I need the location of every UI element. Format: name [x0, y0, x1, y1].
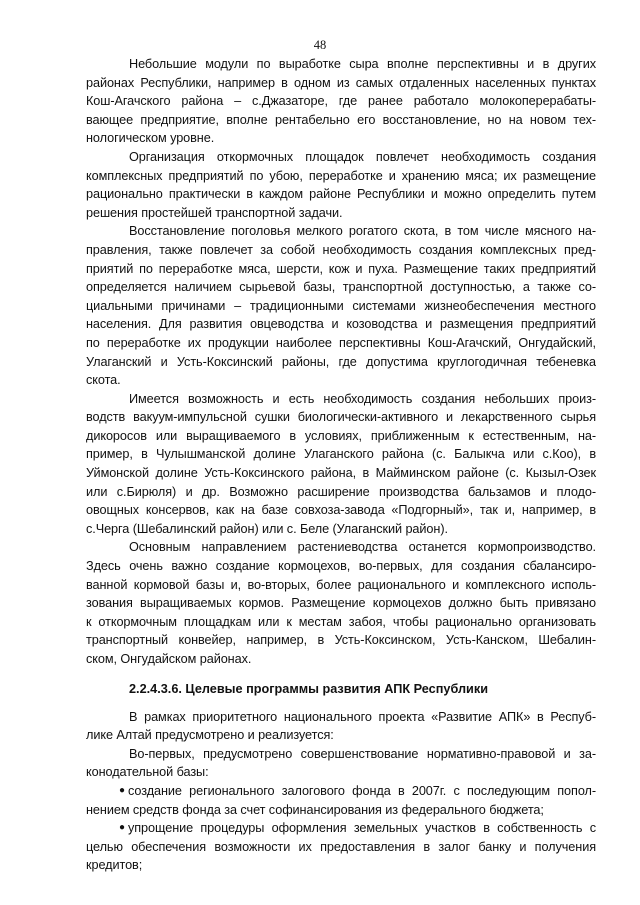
text-line: В рамках приоритетного национального проекта «Развитие АПК» в Респуб-	[129, 709, 596, 724]
text-line: приятий по переработке мяса, шерсти, кож и пуха. Размещение таких предприятий	[86, 261, 596, 276]
spacer	[86, 699, 596, 708]
text-line: Здесь очень важно создание кормоцехов, во-первых, для создания сбалансиро-	[86, 559, 596, 574]
text-line: ском, Онгудайском районах.	[86, 652, 252, 666]
text-line: вающее предприятие, вполне рентабельно его восстановление, но на новом тех-	[86, 112, 596, 127]
text-line: определяется наличием сырьевой базы, транспортной доступностью, а также со-	[86, 280, 596, 295]
text-line: зования выращиваемых кормов. Размещение кормоцехов должно быть привязано	[86, 596, 596, 611]
text-line: с.Черга (Шебалинский район) или с. Беле (Улаганский район).	[86, 521, 448, 536]
text-line: или с.Бирюля) и др. Возможно расширение производства бальзамов и плодо-	[86, 484, 596, 499]
text-line: рационально практически в каждом районе Республики и можно определить путем	[86, 187, 596, 202]
bullet-icon: ●	[119, 784, 125, 796]
text-line: Небольшие модули по выработке сыра вполне перспективны и в других	[129, 57, 596, 71]
text-line: Имеется возможность и есть необходимость создания небольших произ-	[129, 391, 596, 406]
text-line: к откормочным площадкам или к местам забоя, чтобы рационально организовать	[86, 614, 596, 629]
text-line: лике Алтай предусмотрено и реализуется:	[86, 728, 334, 743]
text-line: населения. Для развития овцеводства и козоводства и размещения предприятий	[86, 317, 596, 332]
text-line: Улаганский и Усть-Коксинский районы, где допустима круглогодичная тебеневка	[86, 354, 596, 369]
bullet-item	[86, 819, 596, 838]
text-line: нологическом уровне.	[86, 131, 215, 146]
text-line: Организация откормочных площадок повлечет необходимость создания	[129, 149, 596, 164]
bullet-text: создание регионального залогового фонда в 2007г. с последующим попол-	[128, 783, 596, 798]
text-line: пример, в Чулышманской долине Улаганского района (с. Балыкча или с.Коо), в	[86, 447, 596, 462]
page-number: 48	[313, 38, 327, 52]
text-line: целью обеспечения возможности их предоставления в залог банку и получения	[86, 839, 596, 854]
text-line: комплексных предприятий по убою, переработке и хранению мяса; их размещение	[86, 168, 596, 183]
text-line: кредитов;	[86, 858, 143, 873]
text-line: Во-первых, предусмотрено совершенствование нормативно-правовой и за-	[129, 746, 596, 761]
text-line: решения простейшей транспортной задачи.	[86, 205, 343, 220]
text-line: конодательной базы:	[86, 765, 209, 780]
text-line: по переработке их продукции наиболее перспективны Кош-Агачский, Онгудайский,	[86, 335, 596, 350]
spacer	[86, 669, 596, 680]
text-line: Уймонской долине Усть-Коксинского района, в Майминском районе (с. Кызыл-Озек	[86, 466, 596, 481]
text-line: ванной кормовой базы и, во-вторых, более рационального и комплексного исполь-	[86, 577, 596, 592]
bullet-item	[86, 782, 596, 801]
bullet-text: упрощение процедуры оформления земельных участков в собственность с	[128, 821, 596, 836]
text-line: циальными причинами – традиционными системами жизнеобеспечения местного	[86, 298, 596, 313]
bullet-icon: ●	[119, 822, 125, 834]
text-line: нением средств фонда за счет софинансирования из федерального бюджета;	[86, 802, 544, 817]
text-line: районах Республики, например в одном из самых отдаленных населенных пунктах	[86, 75, 596, 90]
text-line: правления, также повлечет за собой необходимость создания комплексных пред-	[86, 242, 596, 257]
text-line: Кош-Агачского района – с.Джазаторе, где ранее работало молокоперерабаты-	[86, 94, 596, 109]
section-heading: 2.2.4.3.6. Целевые программы развития АПК Республики	[129, 681, 488, 696]
text-line: скота.	[86, 373, 121, 388]
document-body	[86, 55, 596, 875]
text-line: Основным направлением растениеводства останется кормопроизводство.	[129, 540, 596, 555]
text-line: водств вакуум-импульсной сушки биологически-активного и лекарственного сырья	[86, 410, 596, 425]
text-line: овощных консервов, как на базе совхоза-завода «Подгорный», так и, например, в	[86, 503, 596, 518]
text-line: дикоросов или выращиваемого в условиях, приближенным к естественным, на-	[86, 428, 596, 443]
text-line: Восстановление поголовья мелкого рогатого скота, в том числе мясного на-	[129, 224, 596, 239]
text-line: транспортный конвейер, например, в Усть-Коксинском, Усть-Канском, Шебалин-	[86, 633, 596, 648]
